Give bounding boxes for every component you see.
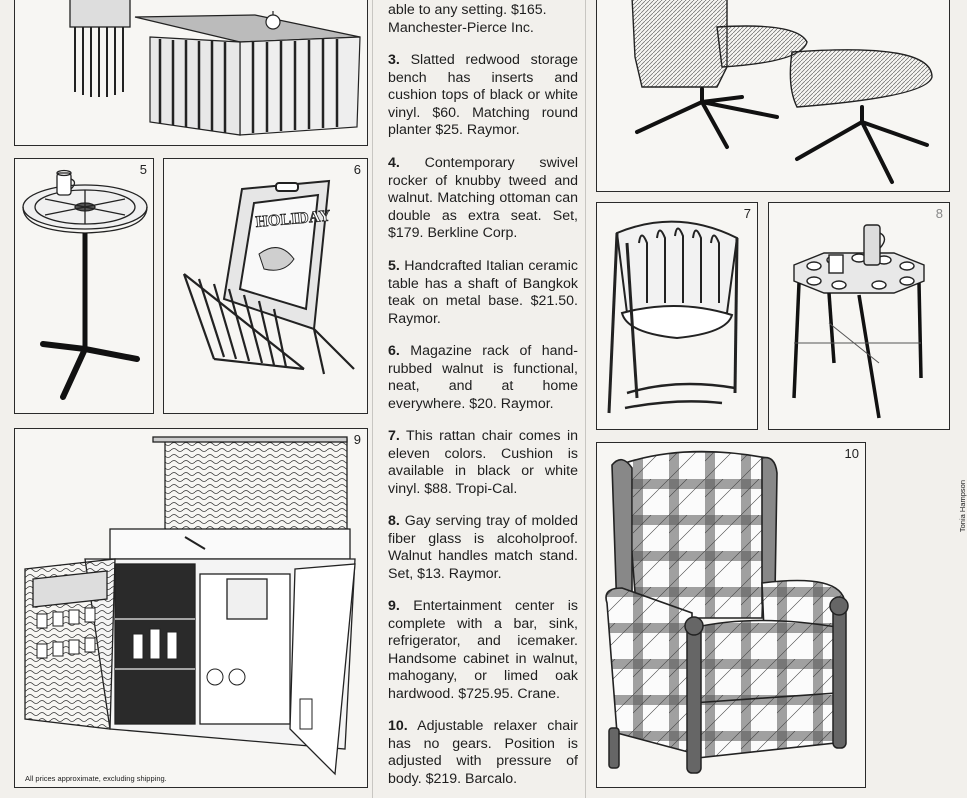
panel-number: 8 xyxy=(935,206,943,221)
holiday-sign: HOLIDAY xyxy=(254,207,332,231)
item-7 xyxy=(388,428,578,498)
item-number: 8. xyxy=(388,513,400,529)
panel-ceramic-table xyxy=(14,158,154,414)
item-number: 5. xyxy=(388,258,400,274)
illustrator-credit: Tonia Hampson xyxy=(958,480,967,533)
item-10 xyxy=(388,718,578,788)
panel-relaxer-chair xyxy=(596,442,866,788)
continued-line: Manchester-Pierce Inc. xyxy=(388,19,534,36)
storage-bench-illustration xyxy=(15,0,369,147)
entertainment-center-illustration xyxy=(15,429,369,789)
item-number: 3. xyxy=(388,52,400,68)
panel-number: 6 xyxy=(353,162,361,177)
price-footnote: All prices approximate, excluding shipping. xyxy=(25,774,167,783)
item-number: 7. xyxy=(388,428,400,444)
item-6 xyxy=(388,343,578,413)
panel-number: 10 xyxy=(844,446,859,461)
item-3 xyxy=(388,52,578,140)
rattan-chair-illustration xyxy=(597,203,759,431)
serving-tray-illustration xyxy=(769,203,951,431)
description-column xyxy=(380,0,580,798)
panel-entertainment-center xyxy=(14,428,368,788)
panel-serving-tray xyxy=(768,202,950,430)
column-rule xyxy=(585,0,586,798)
item-number: 10. xyxy=(388,718,408,734)
item-4 xyxy=(388,155,578,243)
panel-rattan-chair xyxy=(596,202,758,430)
column-rule xyxy=(372,0,373,798)
panel-swivel-rocker xyxy=(596,0,950,192)
item-text: Adjustable relaxer chair has no gears. Position is adjusted with pressure of body. $219. Barcalo. xyxy=(388,718,578,787)
magazine-rack-illustration xyxy=(164,159,369,415)
panel-number: 7 xyxy=(743,206,751,221)
item-9 xyxy=(388,598,578,703)
item-text: Contemporary swivel rocker of knubby tweed and walnut. Matching ottoman can double as extra seat. Set, $179. Berkline Corp. xyxy=(388,155,578,241)
item-text: This rattan chair comes in eleven colors. Cushion is available in black or white vinyl. $88. Tropi-Cal. xyxy=(388,428,578,497)
item-text: Handcrafted Italian ceramic table has a shaft of Bangkok teak on metal base. $21.50. Raymor. xyxy=(388,258,578,327)
item-text: Slatted redwood storage bench has inserts and cushion tops of black or white vinyl. $60. Matching round planter $25. Raymor. xyxy=(388,52,578,138)
relaxer-chair-illustration xyxy=(597,443,867,789)
item-number: 9. xyxy=(388,598,400,614)
continued-line: able to any setting. $165. xyxy=(388,2,547,18)
continued-text xyxy=(388,2,578,37)
panel-storage-bench xyxy=(14,0,368,146)
ceramic-table-illustration xyxy=(15,159,155,415)
panel-number: 9 xyxy=(353,432,361,447)
panel-number: 5 xyxy=(139,162,147,177)
item-number: 6. xyxy=(388,343,400,359)
item-text: Magazine rack of hand-rubbed walnut is functional, neat, and at home everywhere. $20. Raymor. xyxy=(388,343,578,412)
panel-magazine-rack xyxy=(163,158,368,414)
item-text: Entertainment center is complete with a bar, sink, refrigerator, and icemaker. Handsome cabinet in walnut, mahogany, or limed oak hardwood. $725.95. Crane. xyxy=(388,598,578,702)
item-text: Gay serving tray of molded fiber glass is alcoholproof. Walnut handles match stand. Set, $13. Raymor. xyxy=(388,513,578,582)
item-number: 4. xyxy=(388,155,400,171)
item-5 xyxy=(388,258,578,328)
item-8 xyxy=(388,513,578,583)
swivel-rocker-illustration xyxy=(597,0,951,193)
